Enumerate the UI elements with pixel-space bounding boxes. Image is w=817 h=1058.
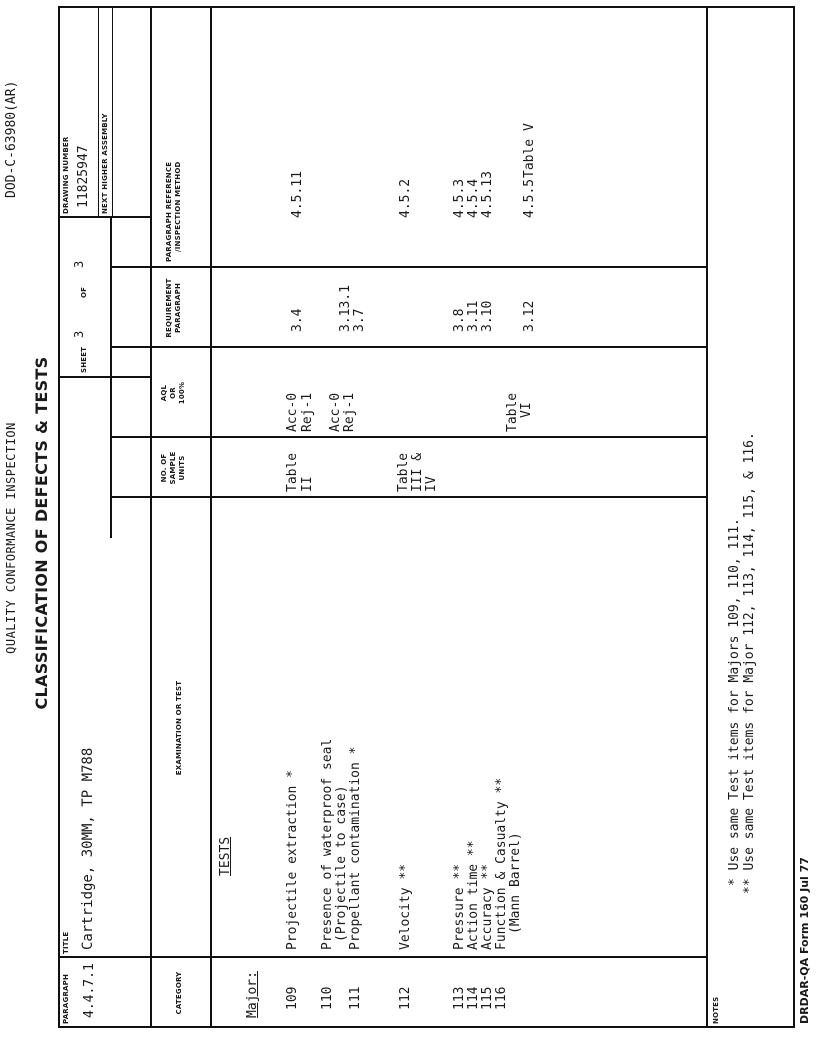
column-category: CATEGORY bbox=[175, 971, 183, 1015]
row-test-2: (Mann Barrel) bbox=[508, 832, 523, 934]
row-reference: 4.5.5 bbox=[522, 178, 537, 218]
row-sample-2: III & bbox=[410, 452, 425, 492]
column-requirement-1: REQUIREMENT bbox=[165, 278, 173, 338]
row-requirement: 3.10 bbox=[480, 300, 495, 332]
sheet-of: OF bbox=[80, 286, 88, 298]
drawing-number-label: DRAWING NUMBER bbox=[62, 136, 70, 214]
notes-label: NOTES bbox=[712, 996, 720, 1024]
form-footer: DRDAR-QA Form 160 Jul 77 bbox=[798, 857, 811, 1024]
next-higher-assembly-label: NEXT HIGHER ASSEMBLY bbox=[101, 113, 109, 214]
row-test: Presence of waterproof seal bbox=[320, 738, 335, 950]
title-value: Cartridge, 30MM, TP M788 bbox=[80, 747, 96, 950]
row-requirement: 3.11 bbox=[466, 300, 481, 332]
paragraph-label: PARAGRAPH bbox=[62, 973, 70, 1024]
column-reference-1: PARAGRAPH REFERENCE bbox=[165, 161, 173, 262]
column-requirement-2: PARAGRAPH bbox=[174, 282, 182, 334]
row-sample-3: IV bbox=[424, 476, 439, 492]
row-test: Projectile extraction * bbox=[285, 769, 300, 950]
row-reference: 4.5.2 bbox=[398, 178, 413, 218]
row-test: Propellant contamination * bbox=[348, 746, 363, 950]
row-test: Accuracy ** bbox=[480, 863, 495, 950]
column-reference-2: /INSPECTION METHOD bbox=[174, 161, 182, 252]
sheet-number: 3 bbox=[72, 330, 86, 338]
row-sample: Table bbox=[285, 452, 300, 492]
main-title: CLASSIFICATION OF DEFECTS & TESTS bbox=[32, 356, 51, 710]
row-category: 114 bbox=[466, 986, 481, 1010]
row-aql-2: VI bbox=[519, 402, 534, 418]
row-category: 110 bbox=[320, 986, 335, 1010]
row-aql: Table bbox=[505, 392, 520, 432]
row-test: Pressure ** bbox=[452, 863, 467, 950]
column-aql-2: OR bbox=[169, 387, 177, 399]
row-reference-2: Table V bbox=[522, 123, 537, 178]
row-category: 116 bbox=[494, 986, 509, 1010]
column-sample-units-2: SAMPLE bbox=[169, 451, 177, 485]
row-aql-2: Rej-1 bbox=[300, 392, 315, 432]
row-reference: 4.5.13 bbox=[480, 171, 495, 218]
section-heading: TESTS bbox=[218, 836, 233, 876]
row-aql: Acc-0 bbox=[285, 392, 300, 432]
top-title: QUALITY CONFORMANCE INSPECTION bbox=[4, 422, 18, 654]
form-frame bbox=[58, 6, 795, 1028]
column-sample-units-1: NO. OF bbox=[160, 453, 168, 483]
row-aql: Acc-0 bbox=[328, 392, 343, 432]
row-requirement: 3.7 bbox=[352, 308, 367, 332]
row-sample: Table bbox=[396, 452, 411, 492]
row-reference: 4.5.11 bbox=[290, 171, 305, 218]
row-test: Function & Casualty ** bbox=[494, 777, 509, 950]
row-reference: 4.5.4 bbox=[466, 178, 481, 218]
row-category: 109 bbox=[285, 986, 300, 1010]
drawing-number-value: 11825947 bbox=[76, 145, 91, 208]
row-requirement: 3.8 bbox=[452, 308, 467, 332]
row-category: 115 bbox=[480, 986, 495, 1010]
column-aql-3: 100% bbox=[178, 381, 186, 405]
row-category: 112 bbox=[398, 986, 413, 1010]
notes-line-2: ** Use same Test items for Major 112, 113, 114, 115, & 116. bbox=[742, 432, 757, 894]
row-requirement: 3.12 bbox=[522, 300, 537, 332]
sheet-label: SHEET bbox=[80, 346, 88, 373]
row-test: Action time ** bbox=[466, 840, 481, 950]
column-aql-1: AQL bbox=[160, 384, 168, 402]
column-sample-units-3: UNITS bbox=[178, 455, 186, 481]
row-sample-2: II bbox=[300, 476, 315, 492]
row-requirement: 3.4 bbox=[290, 308, 305, 332]
row-category: 113 bbox=[452, 986, 467, 1010]
title-label: TITLE bbox=[62, 931, 70, 954]
paragraph-value: 4.4.7.1 bbox=[82, 963, 97, 1018]
category-heading: Major: bbox=[245, 971, 260, 1018]
row-test: Velocity ** bbox=[398, 863, 413, 950]
row-reference: 4.5.3 bbox=[452, 178, 467, 218]
row-category: 111 bbox=[348, 986, 363, 1010]
document-id: DOD-C-63980(AR) bbox=[4, 80, 19, 198]
row-test-2: (Projectile to case) bbox=[334, 785, 349, 942]
sheet-total: 3 bbox=[72, 260, 86, 268]
notes-line-1: * Use same Test items for Majors 109, 110, 111. bbox=[727, 518, 742, 886]
row-requirement: 3.13.1 bbox=[338, 285, 353, 332]
column-examination: EXAMINATION OR TEST bbox=[175, 680, 183, 776]
row-aql-2: Rej-1 bbox=[342, 392, 357, 432]
